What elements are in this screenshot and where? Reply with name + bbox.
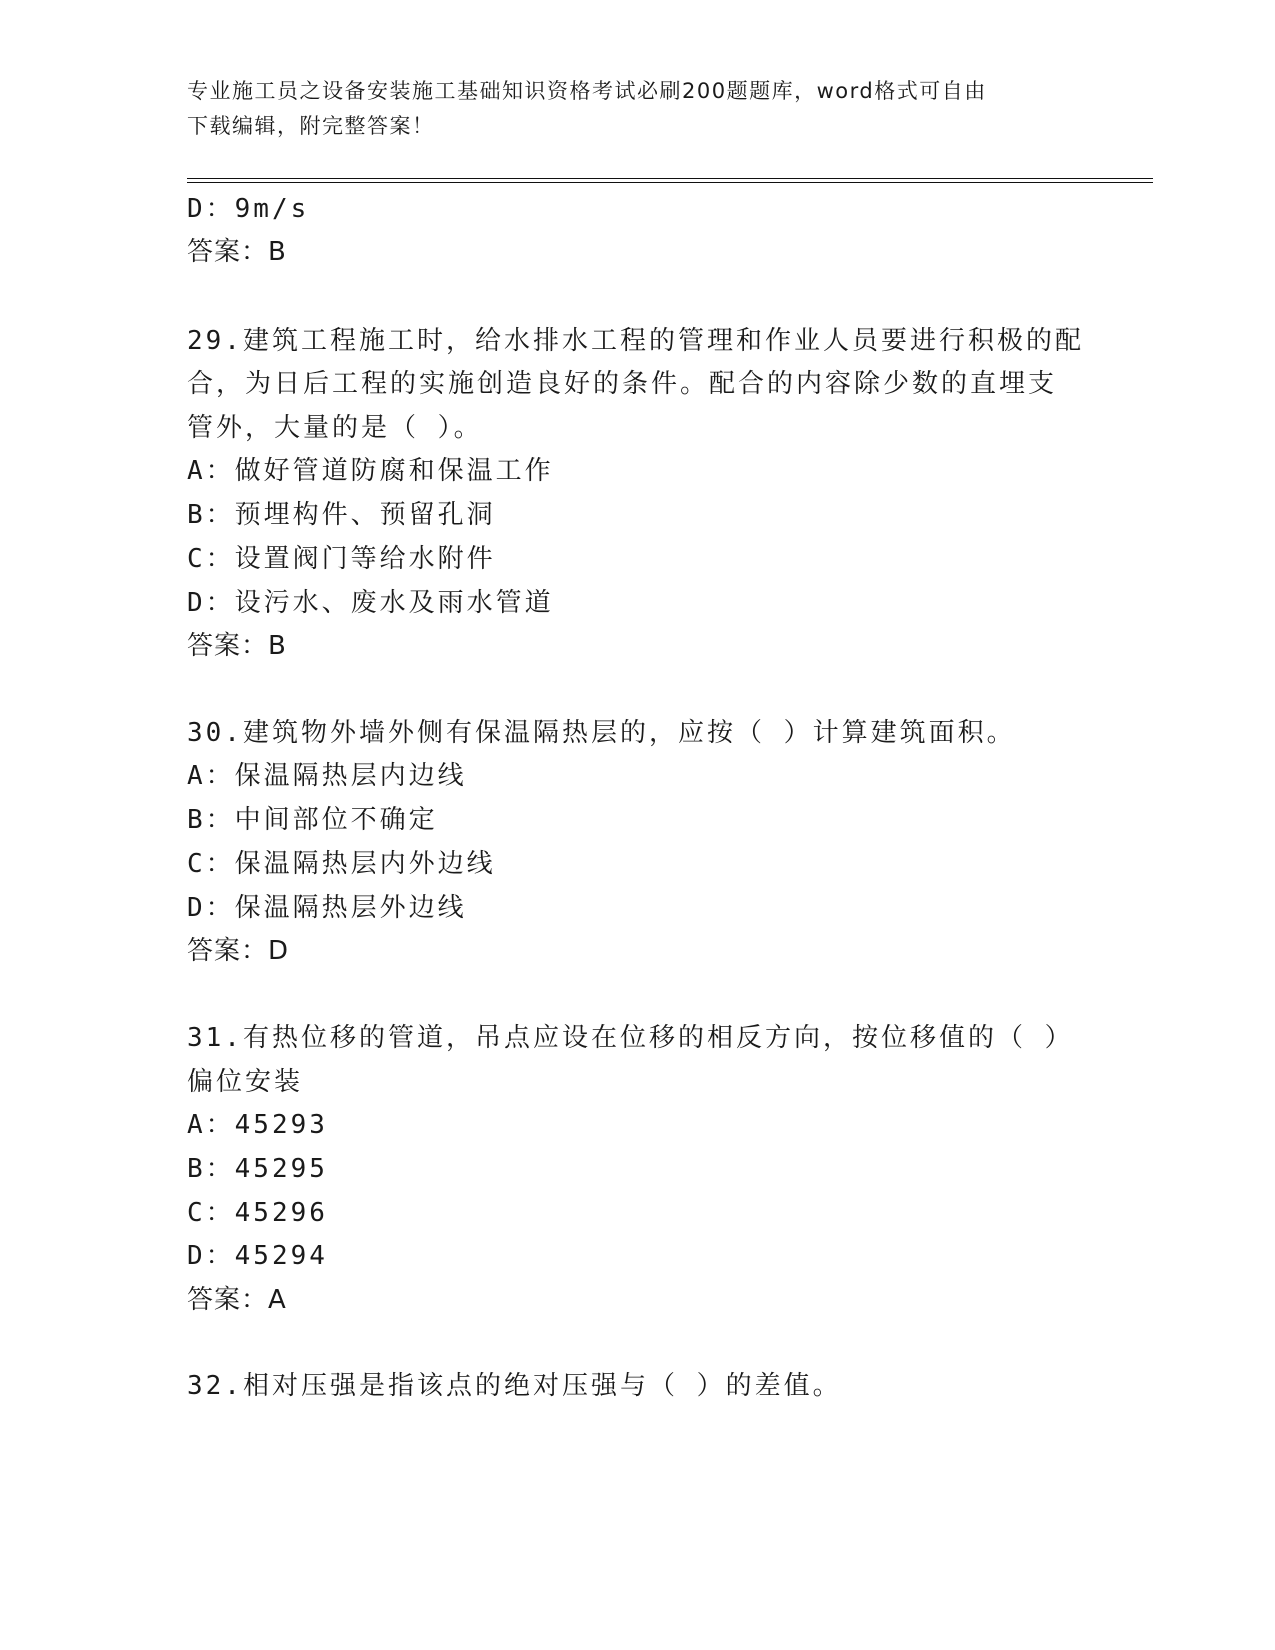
q29-option-a: A：做好管道防腐和保温工作 xyxy=(187,456,554,486)
q30-answer: 答案：D xyxy=(187,936,290,966)
q31-text-line-2: 偏位安装 xyxy=(187,1067,304,1097)
header-rule-top xyxy=(187,178,1153,179)
q31-option-c: C：45296 xyxy=(187,1198,328,1228)
prev-option-d: D：9m/s xyxy=(187,194,310,224)
document-header xyxy=(187,74,1087,144)
q29-text-line-1: 29.建筑工程施工时，给水排水工程的管理和作业人员要进行积极的配 xyxy=(187,326,1084,356)
q29-text-line-2: 合，为日后工程的实施创造良好的条件。配合的内容除少数的直埋支 xyxy=(187,369,1058,399)
q31-option-b: B：45295 xyxy=(187,1154,328,1184)
header-line-1: 专业施工员之设备安装施工基础知识资格考试必刷200题题库，word格式可自由 xyxy=(187,79,987,103)
q32-text-line-1: 32.相对压强是指该点的绝对压强与（ ）的差值。 xyxy=(187,1371,842,1401)
q30-option-d: D：保温隔热层外边线 xyxy=(187,893,467,923)
q31-answer: 答案：A xyxy=(187,1285,287,1315)
q29-option-c: C：设置阀门等给水附件 xyxy=(187,544,496,574)
q31-option-d: D：45294 xyxy=(187,1241,328,1271)
q31-option-a: A：45293 xyxy=(187,1110,328,1140)
header-line-2: 下载编辑，附完整答案！ xyxy=(187,114,435,138)
q29-option-b: B：预埋构件、预留孔洞 xyxy=(187,500,496,530)
q30-text-line-1: 30.建筑物外墙外侧有保温隔热层的，应按（ ）计算建筑面积。 xyxy=(187,718,1016,748)
header-rule-bottom xyxy=(187,182,1153,183)
q29-option-d: D：设污水、废水及雨水管道 xyxy=(187,588,554,618)
prev-answer: 答案：B xyxy=(187,237,287,267)
q29-answer: 答案：B xyxy=(187,631,287,661)
q30-option-b: B：中间部位不确定 xyxy=(187,805,438,835)
q30-option-c: C：保温隔热层内外边线 xyxy=(187,849,496,879)
q30-option-a: A：保温隔热层内边线 xyxy=(187,761,467,791)
q29-text-line-3: 管外，大量的是（ ）。 xyxy=(187,413,483,443)
q31-text-line-1: 31.有热位移的管道，吊点应设在位移的相反方向，按位移值的（ ） xyxy=(187,1023,1074,1053)
